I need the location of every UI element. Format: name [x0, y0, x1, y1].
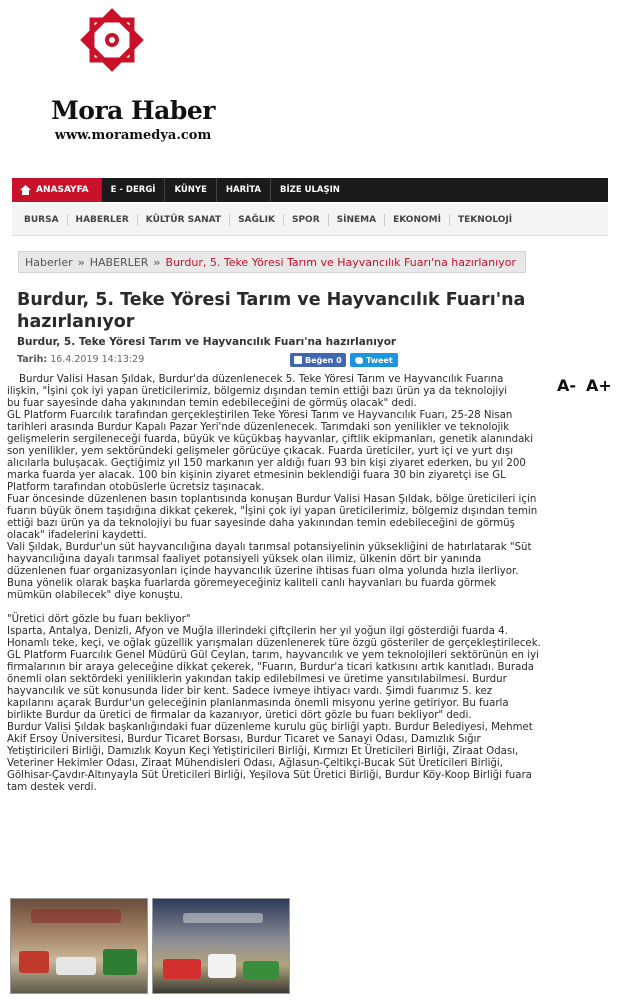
- article-subheading: "Üretici dört gözle bu fuarı bekliyor": [7, 614, 191, 625]
- category-saglik[interactable]: SAĞLIK: [230, 214, 284, 226]
- category-bursa[interactable]: BURSA: [16, 214, 68, 226]
- mora-logo-icon[interactable]: [80, 6, 144, 86]
- article-paragraph: GL Platform Fuarcılık tarafından gerçekleştirilen Teke Yöresi Tarım ve Hayvancılık Fuarı, 25-28 Nisan tarihleri arasında Burdur Kapalı Pazar Yeri'nde düzenlenecek. Tarımdaki son yenilikler ve teknolojik gelişmelerin sergileneceği fuarda, büyük ve küçükbaş hayvanlar, çiftlik ekipmanları, genetik alanındaki son yenilikler, yem sektöründeki gelişmeler görücüye çıkacak. Fuarda üreticiler, yurt içi ve yurt dışı alıcılarla buluşacak. Geçtiğimiz yıl 150 markanın yer aldığı fuarı 93 bin kişi ziyaret ederken, bu yıl 200 marka fuarda yer alacak. 100 bin kişinin ziyaret etmesinin beklendiği fuara 30 bin ziyaretçi ise GL Platform tarafından otobüslerle ücretsiz taşınacak.: [7, 410, 534, 493]
- category-haberler[interactable]: HABERLER: [68, 214, 138, 226]
- nav-home-label: ANASAYFA: [36, 185, 89, 195]
- article-paragraph: Isparta, Antalya, Denizli, Afyon ve Muğla illerindeki çiftçilerin her yıl yoğun ilgi gösterdiği fuarda 4. Honamlı teke, keçi, ve oğlak güzellik yarışmaları düzenlenerek türe özgü gösteriler de gerçekleştirilecek. GL Platform Fuarcılık Genel Müdürü Gül Ceylan, tarım, hayvancılık ve yem teknolojileri sektörünün en iyi firmalarının bir araya geleceğine dikkat çekerek, "Fuarın, Burdur'a ticari katkısını artık kanıtladı. Burada önemli olan sektördeki yeniliklerin yakından takip edilebilmesi ve üretime yansıtılabilmesi. Burdur hayvancılık ve süt konusunda lider bir kent. Sadece ivmeye ihtiyacı vardı. Şimdi fuarımız 5. kez kapılarını açarak Burdur'un geleceğinin planlanmasında önemli misyonu yerine getiriyor. Bu fuarla birlikte Burdur da üretici de firmalar da kazanıyor, üretici dört gözle bu fuarı bekliyor" dedi.: [7, 626, 541, 721]
- top-navigation: [12, 178, 608, 202]
- site-header: [0, 0, 621, 165]
- font-decrease-button[interactable]: A-: [557, 376, 577, 395]
- category-ekonomi[interactable]: EKONOMİ: [385, 214, 450, 226]
- category-kultur-sanat[interactable]: KÜLTÜR SANAT: [138, 214, 230, 226]
- date-label: Tarih:: [17, 354, 48, 365]
- tweet-label: Tweet: [366, 355, 393, 365]
- breadcrumb-category[interactable]: HABERLER: [89, 255, 149, 269]
- article-title: Burdur, 5. Teke Yöresi Tarım ve Hayvancılık Fuarı'na hazırlanıyor: [17, 290, 526, 332]
- gallery-image[interactable]: [10, 898, 148, 994]
- article-paragraph: Burdur Valisi Şıldak başkanlığındaki fuar düzenleme kurulu güç birliği yaptı. Burdur Belediyesi, Mehmet Akif Ersoy Üniversitesi, Burdur Ticaret Borsası, Burdur Ticaret ve Sanayi Odası, Damızlık Sığır Yetiştiricileri Birliği, Damızlık Koyun Keçi Yetiştiricileri Birliği, Kırmızı Et Üreticileri Birliği, Ziraat Odası, Veteriner Hekimler Odası, Ziraat Mühendisleri Odası, Ağlasun-Çeltikçi-Bucak Süt Üreticileri Birliği, Gölhisar-Çavdır-Altınyayla Süt Üreticileri Birliği, Yeşilova Süt Üretici Birliği, Burdur Köy-Koop Birliği fuara tam destek verdi.: [7, 722, 533, 793]
- home-icon: [20, 185, 31, 195]
- article-subtitle: Burdur, 5. Teke Yöresi Tarım ve Hayvancılık Fuarı'na hazırlanıyor: [17, 336, 397, 348]
- font-size-tools: [557, 376, 612, 395]
- date-value: 16.4.2019 14:13:29: [50, 354, 145, 365]
- breadcrumb-separator: »: [153, 255, 161, 269]
- thumbs-up-icon: [294, 356, 302, 364]
- article-body: [7, 374, 541, 794]
- nav-home[interactable]: [12, 178, 101, 202]
- category-navigation: [12, 204, 608, 236]
- article-paragraph: Fuar öncesinde düzenlenen basın toplantısında konuşan Burdur Valisi Hasan Şıldak, bölge üreticileri için fuarın büyük önem taşıdığına dikkat çekerek, "İşini çok iyi yapan üreticilerimiz, bölgemiz dışından temin ettiği bazı ürün ya da teknolojiyi bu fuar sayesinde daha yakınından temin edebileceğini de görmüş olacak" ifadelerini kaydetti.: [7, 494, 538, 541]
- nav-bize-ulasin[interactable]: BİZE ULAŞIN: [270, 178, 349, 202]
- brand-name[interactable]: Mora Haber: [51, 96, 215, 125]
- site-url[interactable]: www.moramedya.com: [54, 128, 212, 143]
- twitter-bird-icon: [355, 357, 363, 364]
- gallery-image[interactable]: [152, 898, 290, 994]
- breadcrumb-haberler[interactable]: Haberler: [25, 255, 73, 269]
- article-date: [17, 354, 144, 365]
- category-sinema[interactable]: SİNEMA: [329, 214, 385, 226]
- breadcrumb-current[interactable]: Burdur, 5. Teke Yöresi Tarım ve Hayvancılık Fuarı'na hazırlanıyor: [165, 255, 516, 269]
- facebook-like-button[interactable]: [290, 353, 346, 367]
- breadcrumb-separator: »: [77, 255, 85, 269]
- like-label: Beğen 0: [305, 355, 342, 365]
- category-spor[interactable]: SPOR: [284, 214, 329, 226]
- article-paragraph: Vali Şıldak, Burdur'un süt hayvancılığına dayalı tarımsal potansiyelinin yüksekliğini de hatırlatarak "Süt hayvancılığına dayalı tarımsal faaliyet potansiyeli yüksek olan ilimiz, ülkenin dört bir yanında düzenlenen fuar organizasyonları içinde hayvancılık üzerine ihtisas fuarı olma yolunda hızla ilerliyor. Buna yönelik olarak başka fuarlarda göremeyeceğiniz kaliteli canlı hayvanları bu fuarda görmek mümkün olabilecek" diye konuştu.: [7, 542, 532, 601]
- breadcrumb: [18, 251, 526, 273]
- gallery-thumbnails: [10, 898, 290, 994]
- font-increase-button[interactable]: A+: [586, 376, 612, 395]
- nav-harita[interactable]: HARİTA: [216, 178, 270, 202]
- category-teknoloji[interactable]: TEKNOLOJİ: [457, 214, 513, 225]
- tweet-button[interactable]: [350, 353, 398, 367]
- article-paragraph: Burdur Valisi Hasan Şıldak, Burdur'da düzenlenecek 5. Teke Yöresi Tarım ve Hayvancılık Fuarına ilişkin, "İşini çok iyi yapan üreticilerimiz, bölgemiz dışından temin ettiği bazı ürün ya da teknolojiyi bu fuar sayesinde daha yakınından temin edebileceğini de görmüş olacak" dedi.: [7, 374, 508, 409]
- nav-kunye[interactable]: KÜNYE: [164, 178, 215, 202]
- nav-e-dergi[interactable]: E - DERGİ: [101, 178, 165, 202]
